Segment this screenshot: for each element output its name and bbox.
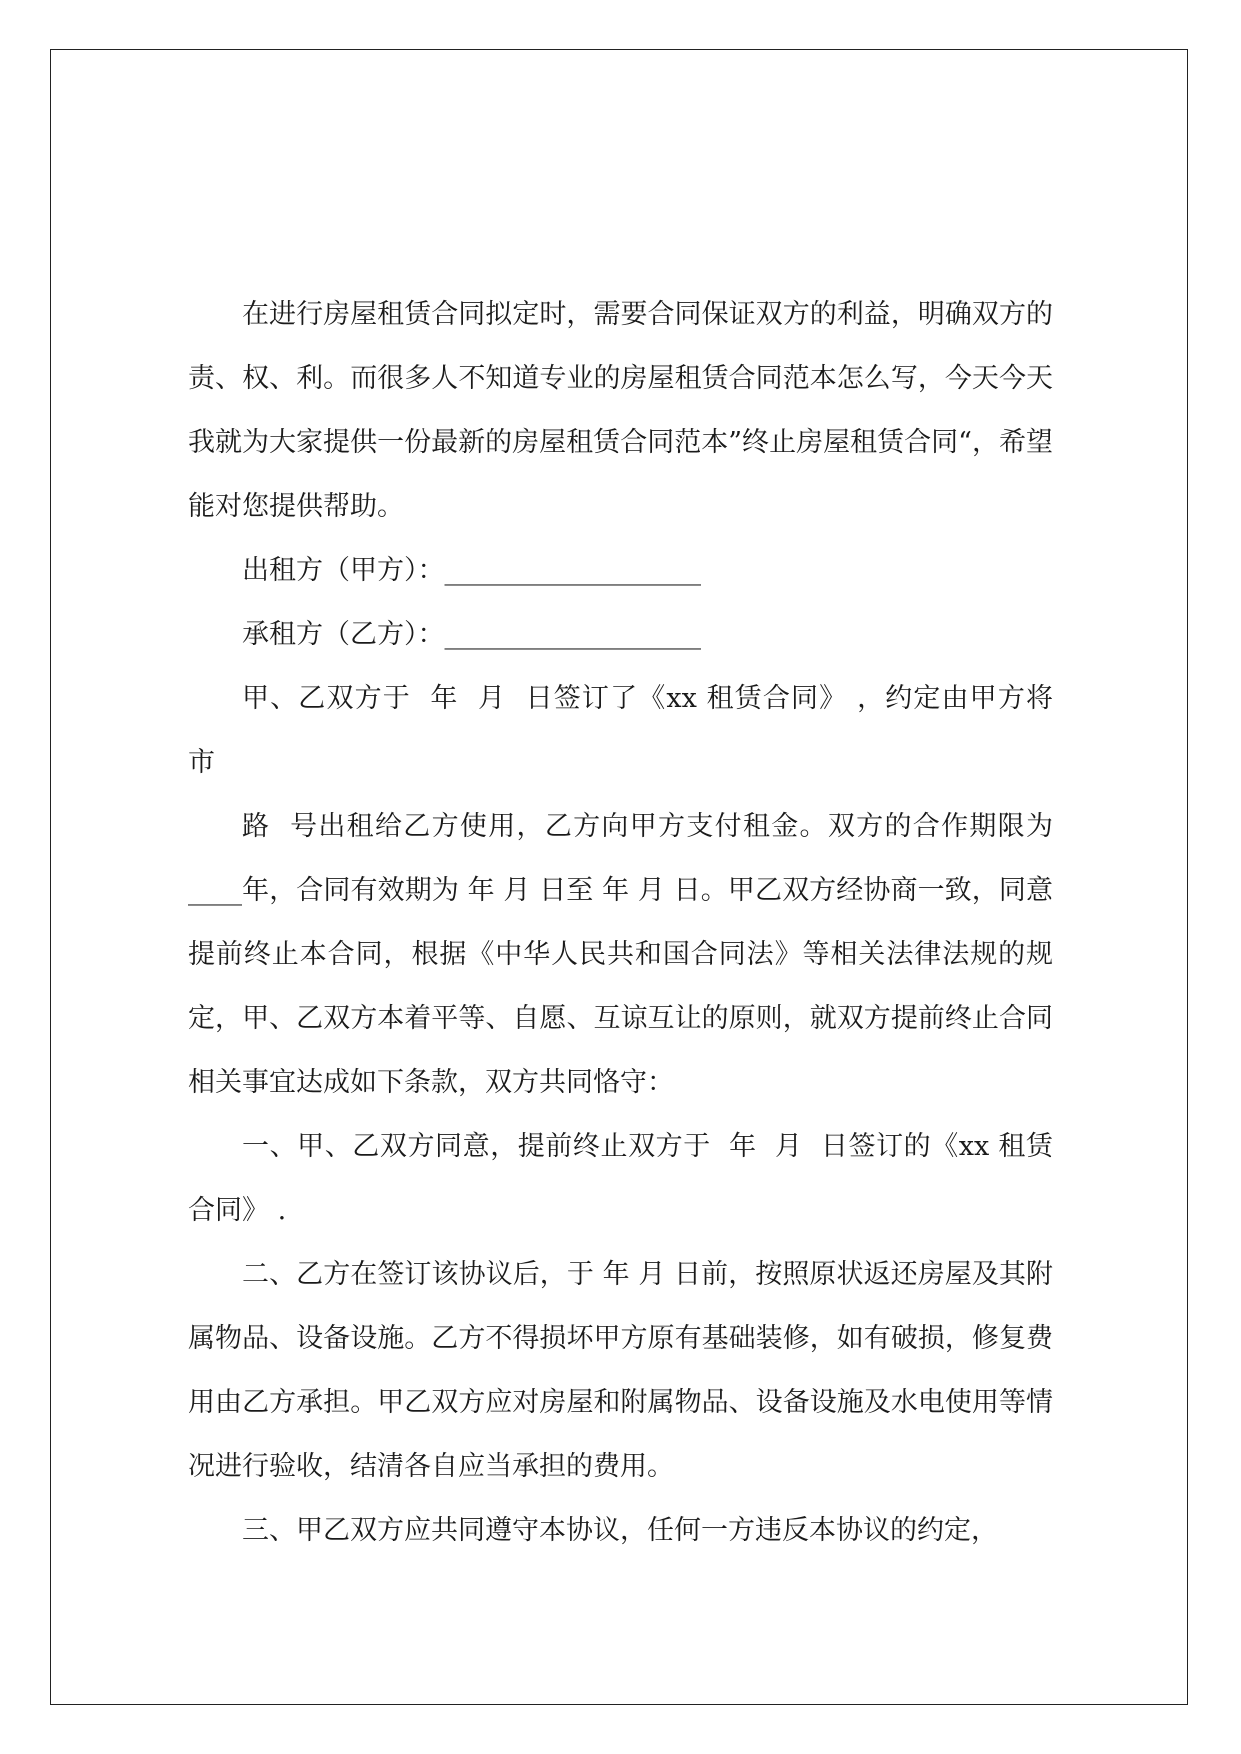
document-body xyxy=(188,283,1071,1563)
clause-two: 二、乙方在签订该协议后，于 年 月 日前，按照原状返还房屋及其附属物品、设备设施。乙方不得损坏甲方原有基础装修，如有破损，修复费用由乙方承担。甲乙双方应对房屋和附属物品、设备设施及水电使用等情况进行验收，结清各自应当承担的费用。 xyxy=(188,1259,1053,1482)
clause-three: 三、甲乙双方应共同遵守本协议，任何一方违反本协议的约定， xyxy=(242,1515,998,1546)
agreement-paragraph: 甲、乙双方于 年 月 日签订了《xx 租赁合同》 ，约定由甲方将 市 xyxy=(188,683,1071,778)
lessor-line: 出租方（甲方）：___________________ xyxy=(242,555,701,586)
termination-paragraph: 路 号出租给乙方使用，乙方向甲方支付租金。双方的合作期限为 ____年，合同有效期为 年 月 日至 年 月 日。甲乙双方经协商一致，同意提前终止本合同，根据《中华人民共和国合同法》等相关法律法规的规定，甲、乙双方本着平等、自愿、互谅互让的原则，就双方提前终止合同相关事宜达成如下条款，双方共同恪守： xyxy=(188,811,1062,1098)
intro-paragraph: 在进行房屋租赁合同拟定时，需要合同保证双方的利益，明确双方的责、权、利。而很多人不知道专业的房屋租赁合同范本怎么写，今天今天我就为大家提供一份最新的房屋租赁合同范本”终止房屋租赁合同“，希望能对您提供帮助。 xyxy=(188,299,1053,522)
lessee-line: 承租方（乙方）：___________________ xyxy=(242,619,701,650)
clause-one: 一、甲、乙双方同意，提前终止双方于 年 月 日签订的《xx 租赁合同》 . xyxy=(188,1131,1053,1226)
